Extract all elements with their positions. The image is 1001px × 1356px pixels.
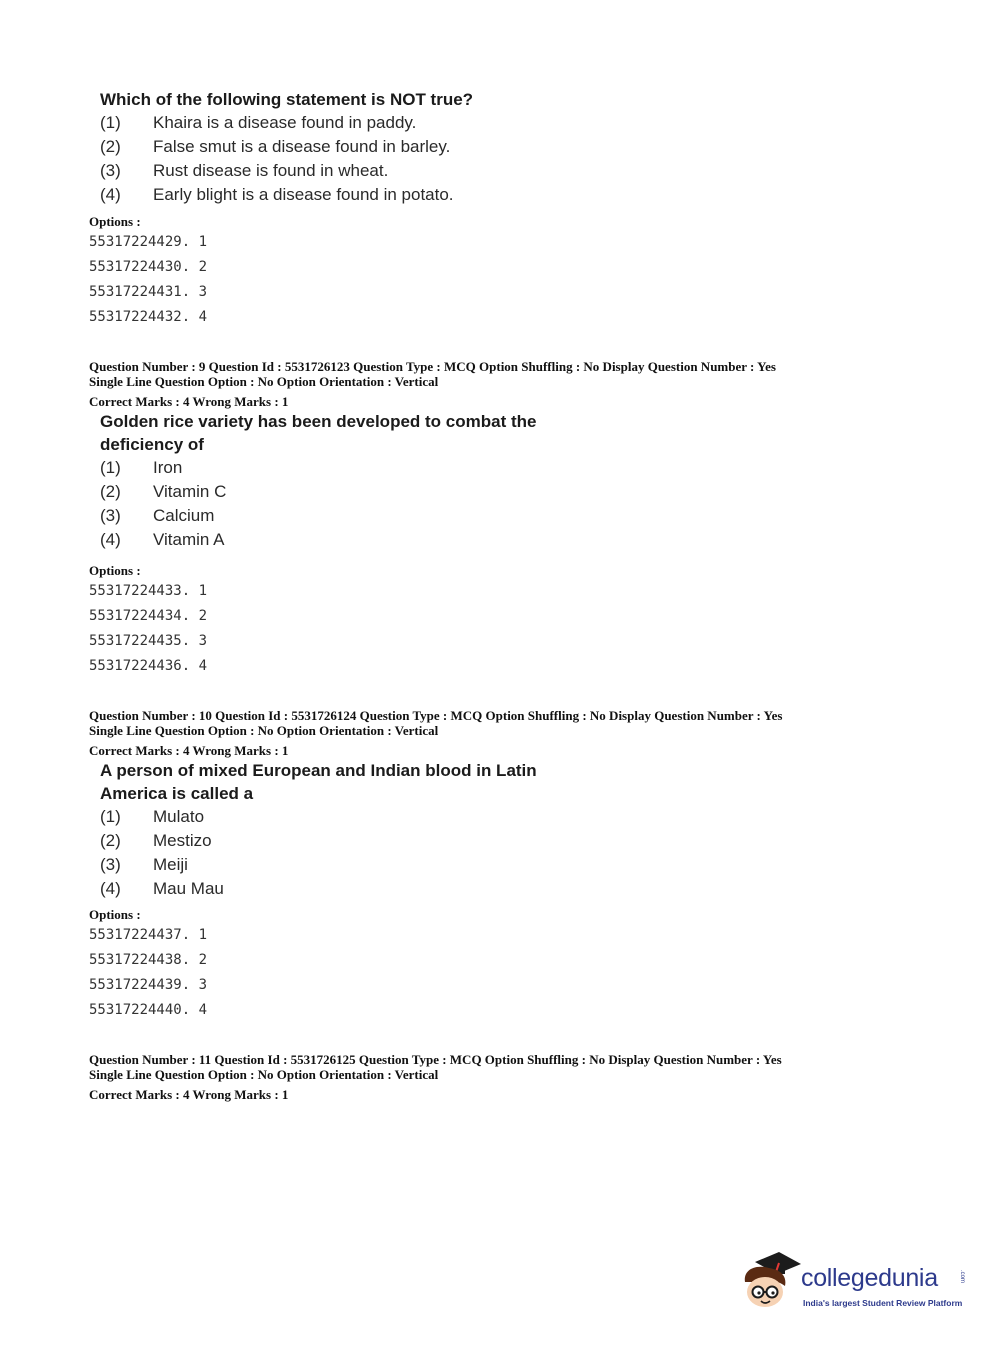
options-label: Options : (89, 214, 141, 229)
choice-list (100, 456, 536, 552)
choice-number: (2) (100, 137, 121, 156)
choice-text: Mestizo (153, 831, 212, 850)
question-10-block (100, 759, 537, 901)
question-meta-line: Question Number : 10 Question Id : 5531726124 Question Type : MCQ Option Shuffling : No Display Question Number : Yes (89, 708, 783, 723)
choice-number: (2) (100, 482, 121, 501)
question-marks: Correct Marks : 4 Wrong Marks : 1 (89, 1087, 289, 1102)
choice-list (100, 111, 473, 207)
option-id-item: 55317224429. 1 (89, 234, 208, 250)
option-id-list (89, 923, 207, 1023)
choice-item (100, 877, 537, 901)
choice-number: (1) (100, 113, 121, 132)
choice-list (100, 805, 537, 901)
choice-number: (3) (100, 855, 121, 874)
choice-item (100, 528, 536, 552)
question-9-meta (89, 359, 776, 409)
collegedunia-logo (741, 1248, 971, 1318)
question-text-line: deficiency of (100, 435, 204, 454)
choice-text: Mau Mau (153, 879, 224, 898)
choice-item (100, 853, 537, 877)
question-meta-line: Question Number : 9 Question Id : 5531726123 Question Type : MCQ Option Shuffling : No Display Question Number : Yes (89, 359, 776, 374)
choice-number: (1) (100, 807, 121, 826)
question-meta-line: Single Line Question Option : No Option Orientation : Vertical (89, 1067, 439, 1082)
logo-tagline: India's largest Student Review Platform (803, 1298, 963, 1308)
choice-number: (4) (100, 185, 121, 204)
choice-item (100, 135, 473, 159)
choice-item (100, 111, 473, 135)
question-text-line: A person of mixed European and Indian blood in Latin (100, 761, 537, 780)
choice-text: Early blight is a disease found in potato. (153, 185, 454, 204)
question-10-meta (89, 708, 782, 758)
option-id-list (89, 230, 207, 330)
student-mascot-icon (741, 1248, 801, 1310)
question-text: Which of the following statement is NOT true? (100, 90, 474, 109)
choice-number: (4) (100, 879, 121, 898)
choice-text: Calcium (153, 506, 215, 525)
option-id-item: 55317224438. 2 (89, 952, 208, 968)
choice-number: (1) (100, 458, 121, 477)
choice-text: Khaira is a disease found in paddy. (153, 113, 417, 132)
choice-text: Iron (153, 458, 183, 477)
choice-number: (2) (100, 831, 121, 850)
choice-text: Mulato (153, 807, 205, 826)
choice-text: Vitamin A (153, 530, 225, 549)
choice-text: Vitamin C (153, 482, 227, 501)
option-id-item: 55317224440. 4 (89, 1002, 208, 1018)
option-id-item: 55317224435. 3 (89, 633, 208, 649)
question-meta-line: Question Number : 11 Question Id : 5531726125 Question Type : MCQ Option Shuffling : No Display Question Number : Yes (89, 1052, 782, 1067)
question-9-block (100, 410, 536, 552)
question-marks: Correct Marks : 4 Wrong Marks : 1 (89, 394, 289, 409)
choice-text: Meiji (153, 855, 188, 874)
question-meta-line: Single Line Question Option : No Option Orientation : Vertical (89, 723, 439, 738)
choice-number: (4) (100, 530, 121, 549)
choice-item (100, 456, 536, 480)
option-id-item: 55317224433. 1 (89, 583, 208, 599)
option-id-item: 55317224430. 2 (89, 259, 208, 275)
question-meta-line: Single Line Question Option : No Option Orientation : Vertical (89, 374, 439, 389)
question-text-line: Golden rice variety has been developed to combat the (100, 412, 537, 431)
choice-item (100, 504, 536, 528)
option-id-item: 55317224432. 4 (89, 309, 208, 325)
choice-number: (3) (100, 161, 121, 180)
choice-text: False smut is a disease found in barley. (153, 137, 451, 156)
choice-item (100, 183, 473, 207)
question-marks: Correct Marks : 4 Wrong Marks : 1 (89, 743, 289, 758)
choice-number: (3) (100, 506, 121, 525)
choice-item (100, 480, 536, 504)
option-id-item: 55317224436. 4 (89, 658, 208, 674)
option-id-list (89, 579, 207, 679)
options-label: Options : (89, 563, 141, 578)
choice-item (100, 159, 473, 183)
options-label: Options : (89, 907, 141, 922)
question-8-block (100, 88, 473, 207)
logo-wordmark: collegedunia (801, 1264, 938, 1292)
choice-item (100, 829, 537, 853)
question-text-line: America is called a (100, 784, 254, 803)
option-id-item: 55317224431. 3 (89, 284, 208, 300)
option-id-item: 55317224439. 3 (89, 977, 208, 993)
logo-domain-suffix: .com (959, 1270, 965, 1284)
choice-text: Rust disease is found in wheat. (153, 161, 389, 180)
question-11-meta (89, 1052, 782, 1102)
choice-item (100, 805, 537, 829)
option-id-item: 55317224434. 2 (89, 608, 208, 624)
option-id-item: 55317224437. 1 (89, 927, 208, 943)
